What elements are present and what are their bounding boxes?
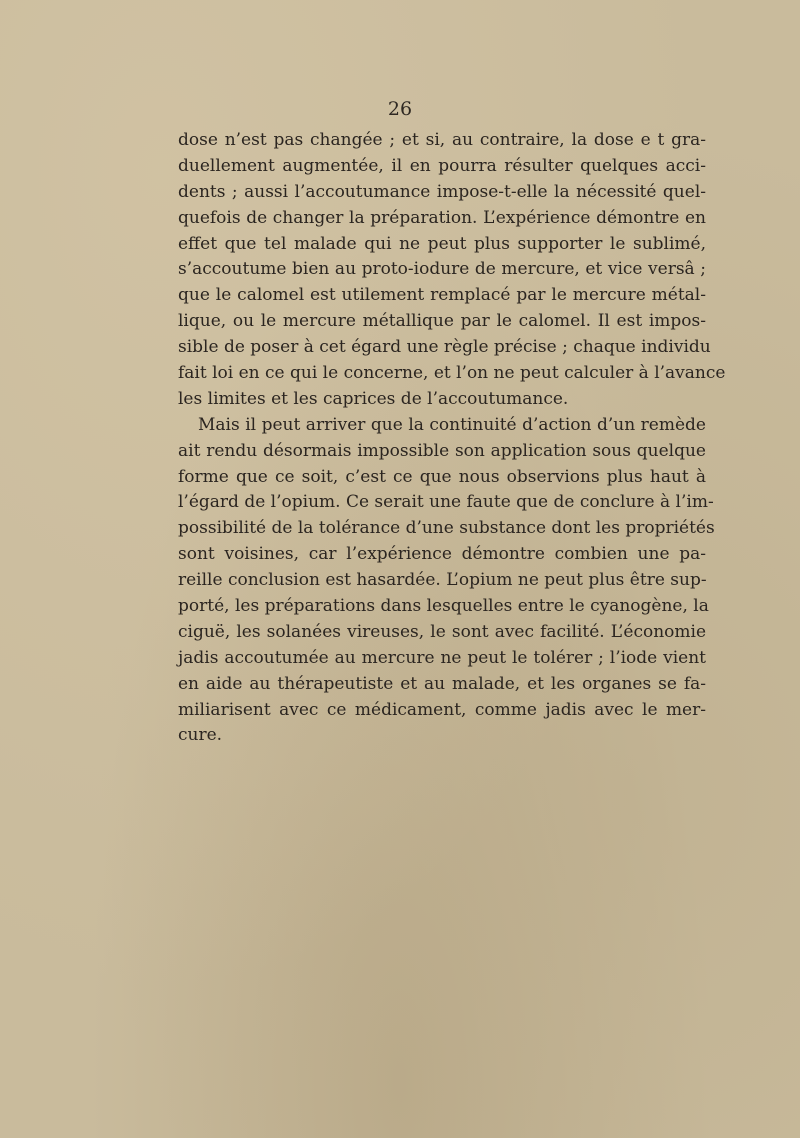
text-line: cure. (178, 725, 223, 746)
paragraph-1 (178, 128, 726, 413)
text-line: forme que ce soit, c’est ce que nous observions plus haut à (178, 466, 706, 487)
text-line: s’accoutume bien au proto-iodure de mercure, et vice versâ ; (178, 259, 706, 280)
text-line: l’égard de l’opium. Ce serait une faute que de conclure à l’im- (178, 492, 714, 513)
text-line: Mais il peut arriver que la continuité d’action d’un remède (198, 414, 706, 435)
text-line: quefois de changer la préparation. L’expérience démontre en (178, 207, 706, 228)
text-line: dents ; aussi l’accoutumance impose-t-elle la nécessité quel- (178, 181, 706, 202)
text-line: jadis accoutumée au mercure ne peut le tolérer ; l’iode vient (178, 647, 706, 668)
text-line: sont voisines, car l’expérience démontre combien une pa- (178, 544, 706, 565)
text-line: duellement augmentée, il en pourra résulter quelques acci- (178, 155, 706, 176)
text-line: en aide au thérapeutiste et au malade, et les organes se fa- (178, 673, 706, 694)
text-line: ciguë, les solanées vireuses, le sont avec facilité. L’économie (178, 621, 706, 642)
text-line: lique, ou le mercure métallique par le calomel. Il est impos- (178, 311, 706, 332)
text-line: possibilité de la tolérance d’une substance dont les propriétés (178, 518, 715, 539)
text-line: que le calomel est utilement remplacé par le mercure métal- (178, 285, 706, 306)
text-line: fait loi en ce qui le concerne, et l’on ne peut calculer à l’avance (178, 363, 726, 384)
text-line: miliarisent avec ce médicament, comme jadis avec le mer- (178, 699, 706, 720)
text-line: dose n’est pas changée ; et si, au contraire, la dose e t gra- (178, 130, 706, 150)
page-number: 26 (387, 98, 413, 120)
body-text (178, 128, 726, 749)
text-line: les limites et les caprices de l’accoutumance. (178, 388, 569, 409)
paragraph-2 (178, 413, 715, 750)
text-line: effet que tel malade qui ne peut plus supporter le sublimé, (178, 233, 706, 254)
text-line: ait rendu désormais impossible son application sous quelque (178, 440, 706, 461)
text-line: porté, les préparations dans lesquelles entre le cyanogène, la (178, 596, 709, 617)
text-line: sible de poser à cet égard une règle précise ; chaque individu (178, 337, 711, 358)
text-line: reille conclusion est hasardée. L’opium ne peut plus être sup- (178, 570, 707, 591)
